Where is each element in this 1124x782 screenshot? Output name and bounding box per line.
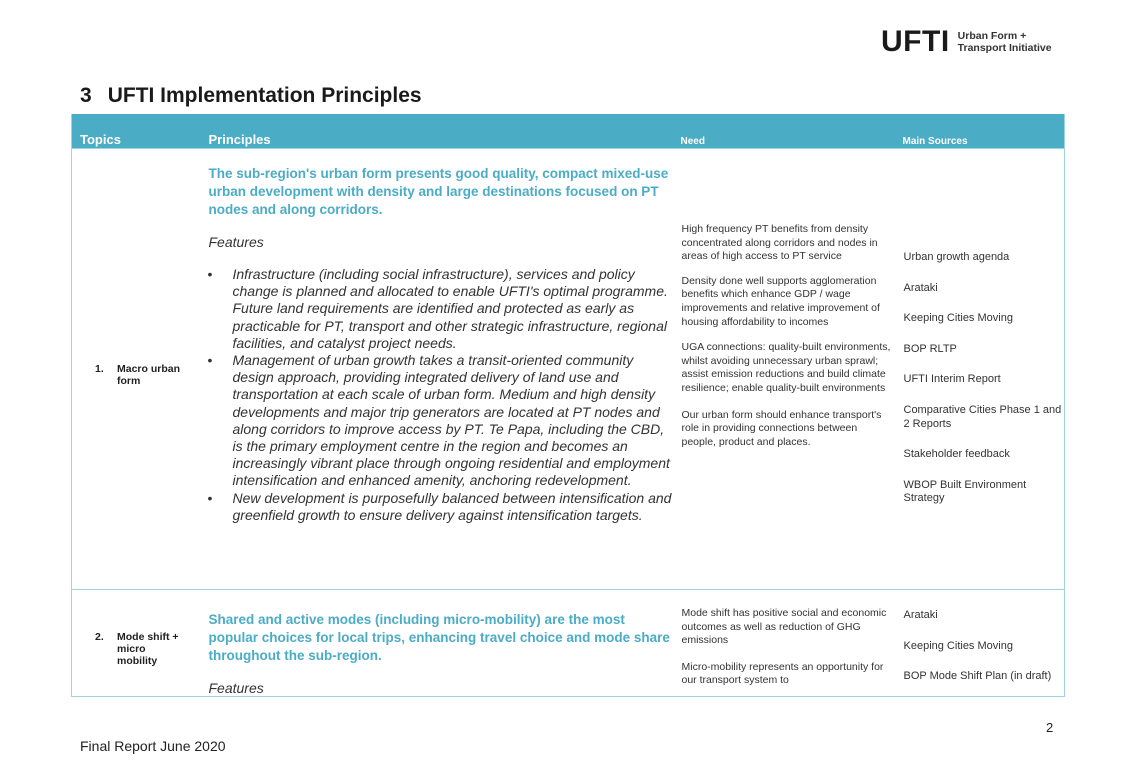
source-item: BOP RLTP <box>903 342 957 355</box>
need-paragraph: Our urban form should enhance transport's role in providing connections between people, product and places. <box>681 408 882 448</box>
topic-label <box>72 363 201 387</box>
need-paragraph: UGA connections: quality-built environments, whilst avoiding unnecessary urban sprawl; assist emission reductions and build climate resilience; enable quality-built environments <box>681 341 891 394</box>
logo-line-1: Urban Form + <box>957 30 1027 42</box>
source-item: UFTI Interim Report <box>903 373 1001 386</box>
sources-cell <box>895 149 1065 590</box>
sources-cell <box>895 590 1065 697</box>
page-number: 2 <box>1046 720 1054 735</box>
source-item: WBOP Built Environment Strategy <box>903 478 1027 505</box>
need-cell <box>673 590 895 697</box>
need-paragraph: High frequency PT benefits from density concentrated along corridors and nodes in areas of high access to PT service <box>681 223 878 263</box>
section-title: UFTI Implementation Principles <box>107 84 422 107</box>
topic-name-line: mobility <box>117 655 158 667</box>
topic-name-line: Mode shift + <box>117 631 179 643</box>
section-number: 3 <box>80 84 92 107</box>
need-paragraph: Mode shift has positive social and economic outcomes as well as reduction of GHG emissions <box>681 607 887 647</box>
features-label: Features <box>208 680 264 696</box>
list-item: • New development is purposefully balanced between intensification and greenfield growth to ensure delivery against intensification targets. <box>233 490 673 524</box>
need-paragraph: Micro-mobility represents an opportunity for our transport system to <box>681 660 884 687</box>
source-item: Arataki <box>903 609 938 621</box>
source-item: Keeping Cities Moving <box>903 639 1013 652</box>
principles-table <box>71 114 1065 697</box>
source-item: Urban growth agenda <box>903 251 1010 263</box>
topic-cell <box>72 590 201 697</box>
topic-number: 1. <box>95 363 104 375</box>
header-topics: Topics <box>72 114 201 149</box>
logo-text <box>958 30 1052 54</box>
section-heading <box>80 84 422 108</box>
topic-number: 2. <box>95 631 104 643</box>
table-header-row <box>72 114 1065 149</box>
logo-mark: UFTI <box>881 25 950 58</box>
source-item: Arataki <box>903 281 938 294</box>
principle-cell <box>201 590 673 697</box>
header-principles: Principles <box>201 114 673 149</box>
table-row <box>72 149 1065 590</box>
topic-label <box>72 631 201 667</box>
ufti-logo <box>881 25 1052 58</box>
list-item: • Infrastructure (including social infrastructure), services and policy change is planned and allocated to enable UFTI's optimal programme. Future land requirements are identified and protected as early as practicable for PT, transport and other strategic infrastructure, regional facilities, and catalyst project needs. <box>233 266 673 352</box>
list-item: • Management of urban growth takes a transit-oriented community design approach, providing integrated delivery of land use and transportation at each scale of urban form. Medium and high density developments and major trip generators are located at PT nodes and along corridors to improve access by PT. Te Papa, including the CBD, is the primary employment centre in the region and becomes an increasingly vibrant place through ongoing residential and employment intensification and enhanced amenity, anchoring redevelopment. <box>233 352 673 490</box>
principle-cell <box>201 149 673 590</box>
features-label: Features <box>208 234 264 250</box>
source-item: Stakeholder feedback <box>903 448 1010 461</box>
header-need: Need <box>673 114 895 149</box>
source-item: Keeping Cities Moving <box>903 312 1013 325</box>
need-cell <box>673 149 895 590</box>
footer-text: Final Report June 2020 <box>80 738 226 754</box>
principle-title: The sub-region's urban form presents good quality, compact mixed-use urban development with density and large destinations focused on PT nodes and along corridors. <box>208 166 669 217</box>
topic-name-line: micro <box>117 643 146 655</box>
source-item: Comparative Cities Phase 1 and 2 Reports <box>903 403 1062 430</box>
features-list <box>201 266 673 524</box>
topic-cell <box>72 149 201 590</box>
principle-title: Shared and active modes (including micro-mobility) are the most popular choices for local trips, enhancing travel choice and mode share throughout the sub-region. <box>208 612 670 663</box>
source-item: BOP Mode Shift Plan (in draft) <box>903 670 1052 683</box>
logo-line-2: Transport Initiative <box>957 42 1052 54</box>
table-row <box>72 590 1065 697</box>
topic-name-line: form <box>117 375 141 387</box>
topic-name-line: Macro urban <box>117 363 181 375</box>
need-paragraph: Density done well supports agglomeration benefits which enhance GDP / wage improvements and relative improvement of housing affordability to incomes <box>681 274 880 328</box>
header-main-sources: Main Sources <box>895 114 1065 149</box>
